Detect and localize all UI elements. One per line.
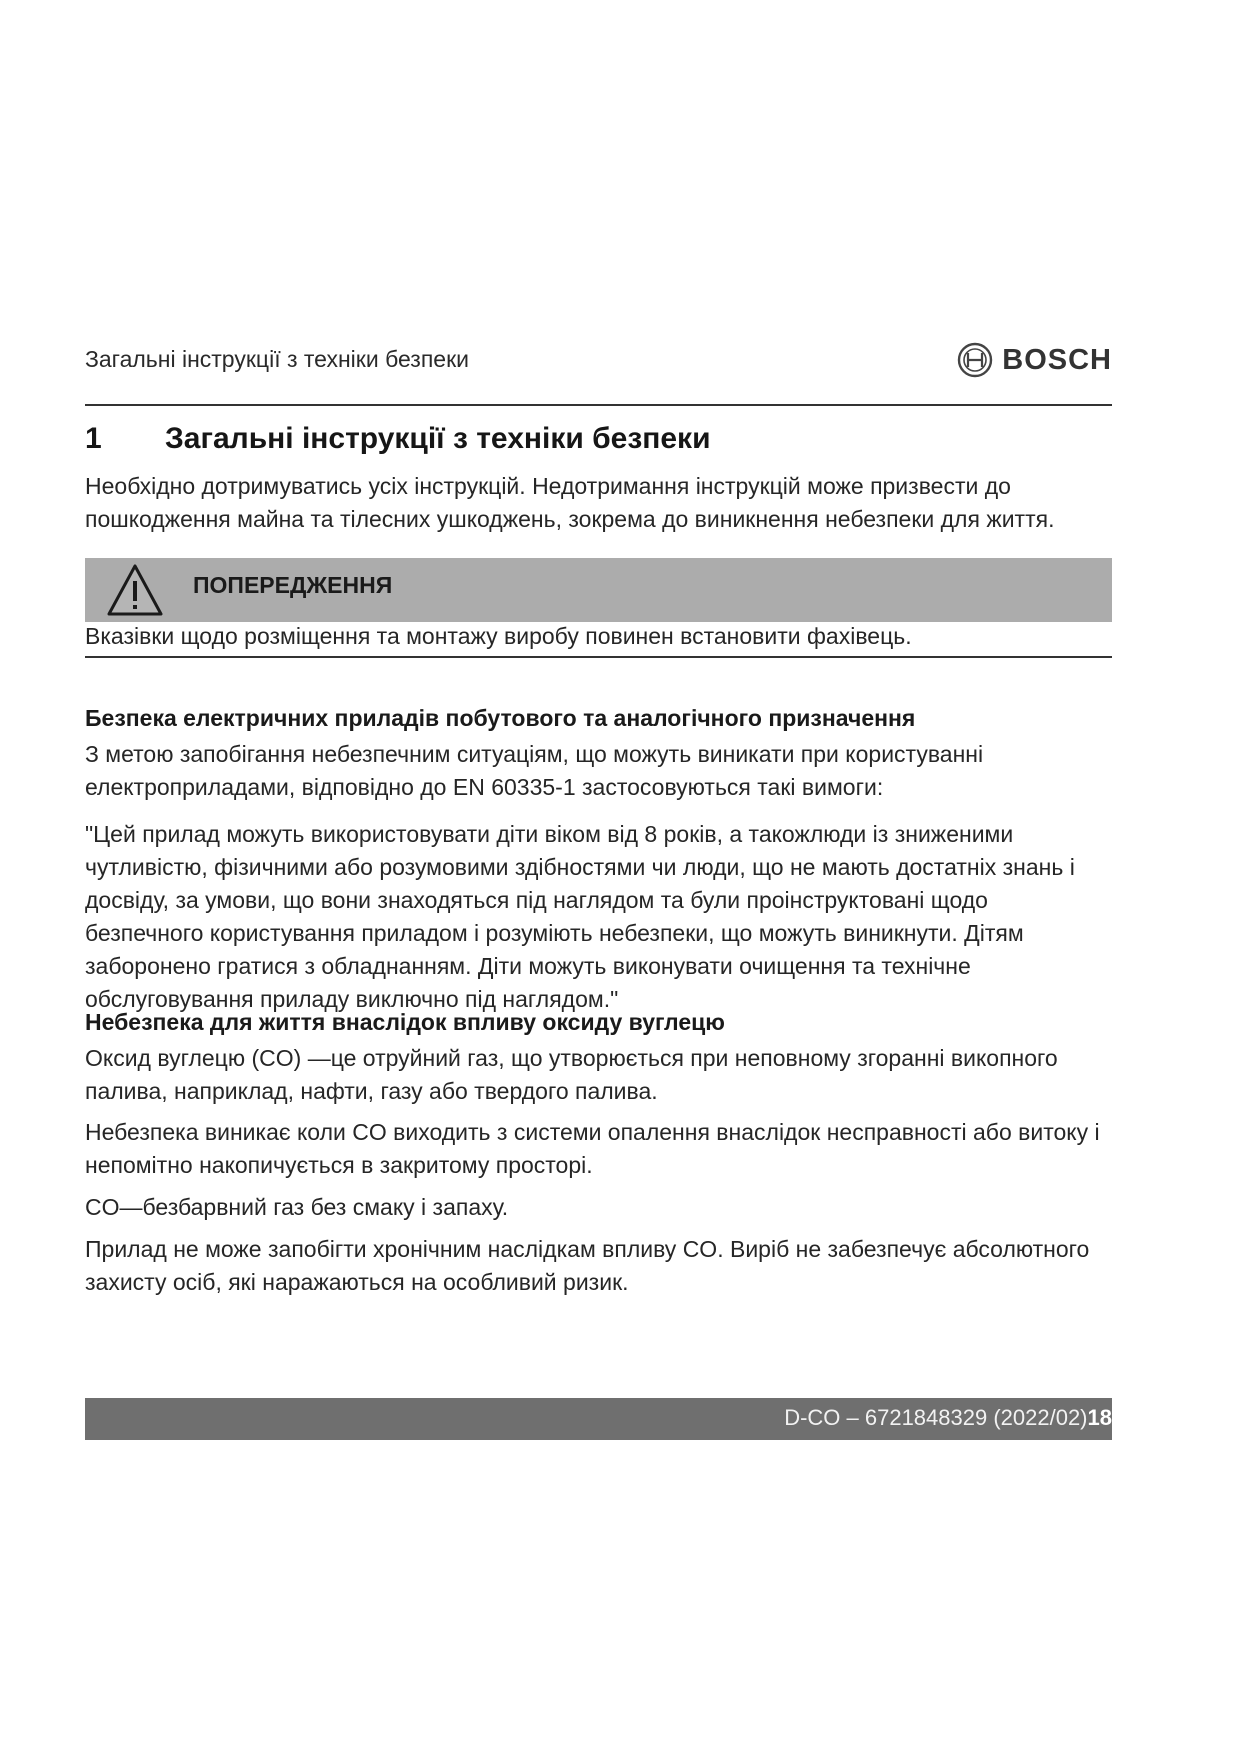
running-header-title: Загальні інструкції з техніки безпеки (85, 346, 469, 372)
co-definition-paragraph: Оксид вуглецю (CO) —це отруйний газ, що утворюється при неповному згоранні викопного палива, наприклад, нафти, газу або твердого палива. (85, 1045, 1058, 1104)
co-leak-paragraph: Небезпека виникає коли CO виходить з системи опалення внаслідок несправності або витоку і непомітно накопичується в закритому просторі. (85, 1119, 1100, 1178)
co-hazard-heading: Небезпека для життя внаслідок впливу оксиду вуглецю (85, 1009, 725, 1035)
chapter-intro-paragraph: Необхідно дотримуватись усіх інструкцій. Недотримання інструкцій може призвести до пошкодження майна та тілесних ушкоджень, зокрема до виникнення небезпеки для життя. (85, 473, 1055, 532)
bosch-armature-icon (957, 342, 993, 378)
warning-triangle-icon (105, 562, 165, 618)
en60335-quote-paragraph: "Цей прилад можуть використовувати діти віком від 8 років, а такожлюди із зниженими чутливістю, фізичними або розумовими здібностями чи люди, що не мають достатніх знань і досвіду, за умови, що вони знаходяться під наглядом та були проінструктовані щодо безпечного користування приладом і розуміють небезпеки, що можуть виникнути. Дітям заборонено гратися з обладнанням. Діти можуть виконувати очищення та технічне обслуговування приладу виключно під наглядом." (85, 821, 1075, 1012)
brand-name: BOSCH (1002, 343, 1112, 376)
co-protection-paragraph: Прилад не може запобігти хронічним наслідкам впливу CO. Виріб не забезпечує абсолютного захисту осіб, які наражаються на особливий ризик. (85, 1236, 1090, 1295)
warning-divider (85, 656, 1112, 658)
warning-label: ПОПЕРЕДЖЕННЯ (193, 572, 393, 598)
electrical-safety-paragraph: З метою запобігання небезпечним ситуаціям, що можуть виникати при користуванні електроприладами, відповідно до EN 60335-1 застосовуються такі вимоги: (85, 741, 984, 800)
chapter-title: Загальні інструкції з техніки безпеки (165, 422, 711, 455)
footer-reference (784, 1405, 1112, 1431)
brand-logo (957, 342, 1112, 378)
page-number: 18 (1087, 1405, 1112, 1430)
warning-text: Вказівки щодо розміщення та монтажу виробу повинен встановити фахівець. (85, 623, 912, 649)
chapter-number: 1 (85, 422, 102, 455)
manual-page (85, 0, 1112, 1754)
electrical-safety-heading: Безпека електричних приладів побутового та аналогічного призначення (85, 705, 916, 731)
header-divider (85, 404, 1112, 406)
document-reference: D-CO – 6721848329 (2022/02) (784, 1405, 1088, 1430)
co-properties-paragraph: CO—безбарвний газ без смаку і запаху. (85, 1194, 509, 1220)
